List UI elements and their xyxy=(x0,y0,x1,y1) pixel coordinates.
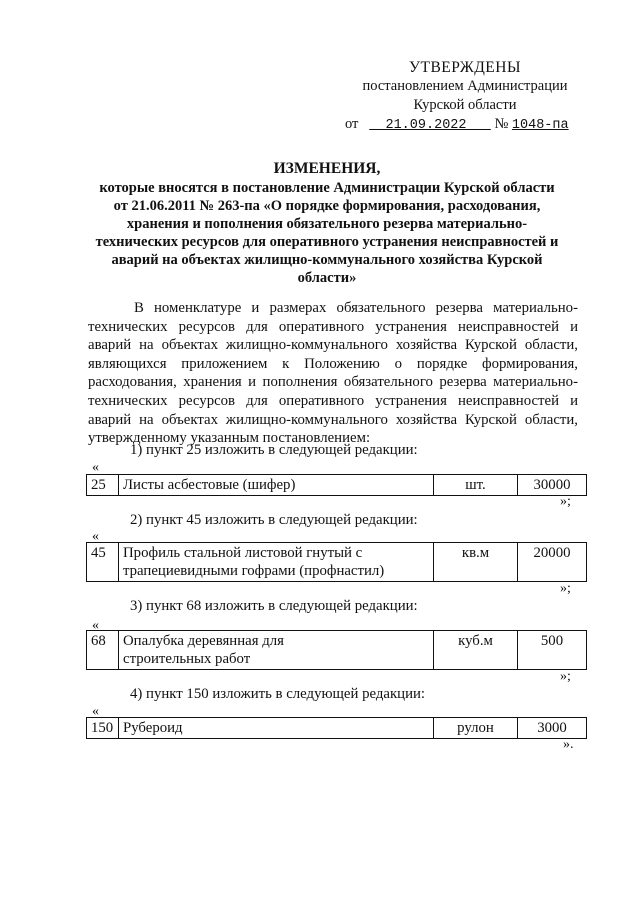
item-3-number: 68 xyxy=(87,631,119,670)
number-prefix: № xyxy=(494,116,509,132)
heading-line: хранения и пополнения обязательного резерва материально- xyxy=(126,216,528,232)
item-4-name: Рубероид xyxy=(119,718,434,739)
approval-heading: УТВЕРЖДЕНЫ xyxy=(409,59,521,76)
item-4-table xyxy=(86,717,587,739)
item-2-name xyxy=(119,543,434,582)
heading-line: от 21.06.2011 № 263-па «О порядке формирования, расходования, xyxy=(113,198,541,214)
item-2-label: 2) пункт 45 изложить в следующей редакции: xyxy=(130,512,418,528)
item-4-quantity: 3000 xyxy=(518,718,587,739)
approval-line-1: постановлением Администрации xyxy=(362,78,568,94)
item-2-name-line-2: трапециевидными гофрами (профнастил) xyxy=(123,563,385,579)
table-row xyxy=(87,718,587,739)
item-1-quantity: 30000 xyxy=(518,475,587,496)
approval-line-2: Курской области xyxy=(413,97,517,113)
item-1-label: 1) пункт 25 изложить в следующей редакции: xyxy=(130,442,418,458)
approval-block xyxy=(340,58,590,135)
item-1-open-quote: « xyxy=(92,460,99,475)
item-1-number: 25 xyxy=(87,475,119,496)
item-3-label: 3) пункт 68 изложить в следующей редакции: xyxy=(130,598,418,614)
date-prefix: от xyxy=(345,116,359,132)
intro-paragraph: В номенклатуре и размерах обязательного резерва материально-технических ресурсов для оперативного устранения неисправностей и аварий на объектах жилищно-коммунального хозяйства Курской области, являющихся приложением к Положению о порядке формирования, расходования, хранения и пополнения обязательного резерва материально-технических ресурсов для оперативного устранения неисправностей и аварий на объектах жилищно-коммунального хозяйства Курской области, утвержденному указанным постановлением: xyxy=(88,300,578,447)
heading-line: которые вносятся в постановление Администрации Курской области xyxy=(99,180,555,196)
item-2-quantity: 20000 xyxy=(518,543,587,582)
item-1-table xyxy=(86,474,587,496)
document-heading xyxy=(82,160,572,287)
item-2-close-quote: »; xyxy=(560,581,571,596)
item-1-name: Листы асбестовые (шифер) xyxy=(119,475,434,496)
item-3-table xyxy=(86,630,587,670)
item-1-unit: шт. xyxy=(434,475,518,496)
heading-line: области» xyxy=(297,270,357,286)
table-row xyxy=(87,475,587,496)
table-row xyxy=(87,543,587,582)
item-3-quantity: 500 xyxy=(518,631,587,670)
item-3-open-quote: « xyxy=(92,618,99,633)
heading-title: ИЗМЕНЕНИЯ, xyxy=(273,160,381,177)
item-3-name xyxy=(119,631,434,670)
item-2-table xyxy=(86,542,587,582)
item-2-name-line-1: Профиль стальной листовой гнутый с xyxy=(123,545,363,561)
item-4-close-quote: ». xyxy=(563,737,574,752)
item-4-open-quote: « xyxy=(92,704,99,719)
item-4-unit: рулон xyxy=(434,718,518,739)
item-4-number: 150 xyxy=(87,718,119,739)
item-3-name-line-1: Опалубка деревянная для xyxy=(123,633,284,649)
approval-number: 1048-па xyxy=(511,118,569,133)
item-3-close-quote: »; xyxy=(560,669,571,684)
heading-line: технических ресурсов для оперативного устранения неисправностей и xyxy=(95,234,559,250)
heading-line: аварий на объектах жилищно-коммунального хозяйства Курской xyxy=(111,252,543,268)
item-3-unit: куб.м xyxy=(434,631,518,670)
item-2-number: 45 xyxy=(87,543,119,582)
item-4-label: 4) пункт 150 изложить в следующей редакции: xyxy=(130,686,426,702)
item-3-name-line-2: строительных работ xyxy=(123,651,251,667)
approval-date: 21.09.2022 xyxy=(385,118,467,133)
approval-date-row xyxy=(340,115,590,135)
item-1-close-quote: »; xyxy=(560,494,571,509)
item-2-unit: кв.м xyxy=(434,543,518,582)
item-2-open-quote: « xyxy=(92,529,99,544)
table-row xyxy=(87,631,587,670)
